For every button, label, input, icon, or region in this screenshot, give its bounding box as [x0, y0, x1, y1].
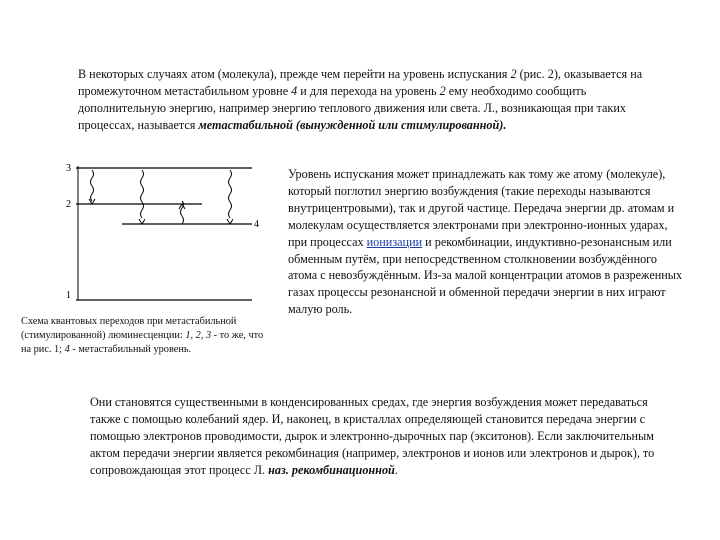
- energy-level-diagram: [62, 158, 272, 308]
- level-label-3: 3: [66, 163, 71, 174]
- metastable-term: метастабильной (вынужденной или стимулированной).: [198, 117, 507, 132]
- transition-3-to-4: [141, 170, 144, 218]
- transfer-paragraph: Уровень испускания может принадлежать как тому же атому (молекуле), который поглотил энергию возбуждения (такие переходы называются внутрицентровыми), так и другой частице. Передача энергии др. атомам и молекулам осуществляется электронами при электронно-ионных ударах, при процессах ионизации и рекомбинации, индуктивно-резонансным или обменным путём, при непосредственном столкновении возбуждённого атома с невозбуждённым. Из-за малой концентрации атомов в разреженных газах процессы резонансной и обменной передачи энергии в них играют малую роль.: [288, 167, 683, 317]
- recombination-term: наз. рекомбинационной: [268, 462, 395, 477]
- level-label-4: 4: [254, 219, 259, 230]
- ionization-link[interactable]: ионизации: [366, 234, 423, 249]
- transition-3-to-4b: [229, 170, 232, 218]
- intro-paragraph: В некоторых случаях атом (молекула), прежде чем перейти на уровень испускания 2 (рис. 2), оказывается на промежуточном метастабильном уровне 4 и для перехода на уровень 2 ему необходимо сообщить дополнительную энергию, например энергию теплового движения или света. Л., возникающая при таких процессах, называется метастабильной (вынужденной или стимулированной).: [78, 67, 643, 132]
- condensed-media-paragraph: Они становятся существенными в конденсированных средах, где энергия возбуждения может передаваться также с помощью колебаний ядер. И, наконец, в кристаллах определяющей становится передача энергии с помощью электронов проводимости, дырок и электронно-дырочных пар (экситонов). Если заключительным актом передачи энергии является рекомбинация (например, электронов и ионов или электронов и дырок), то сопровождающая этот процесс Л. наз. рекомбинационной.: [90, 395, 655, 477]
- transition-3-to-2: [91, 170, 94, 201]
- figure-caption: Схема квантовых переходов при метастабильной (стимулированной) люминесценции: 1, 2, 3 - то же, что на рис. 1; 4 - метастабильный уровень.: [21, 316, 264, 356]
- level-label-1: 1: [66, 290, 71, 301]
- level-label-2: 2: [66, 199, 71, 210]
